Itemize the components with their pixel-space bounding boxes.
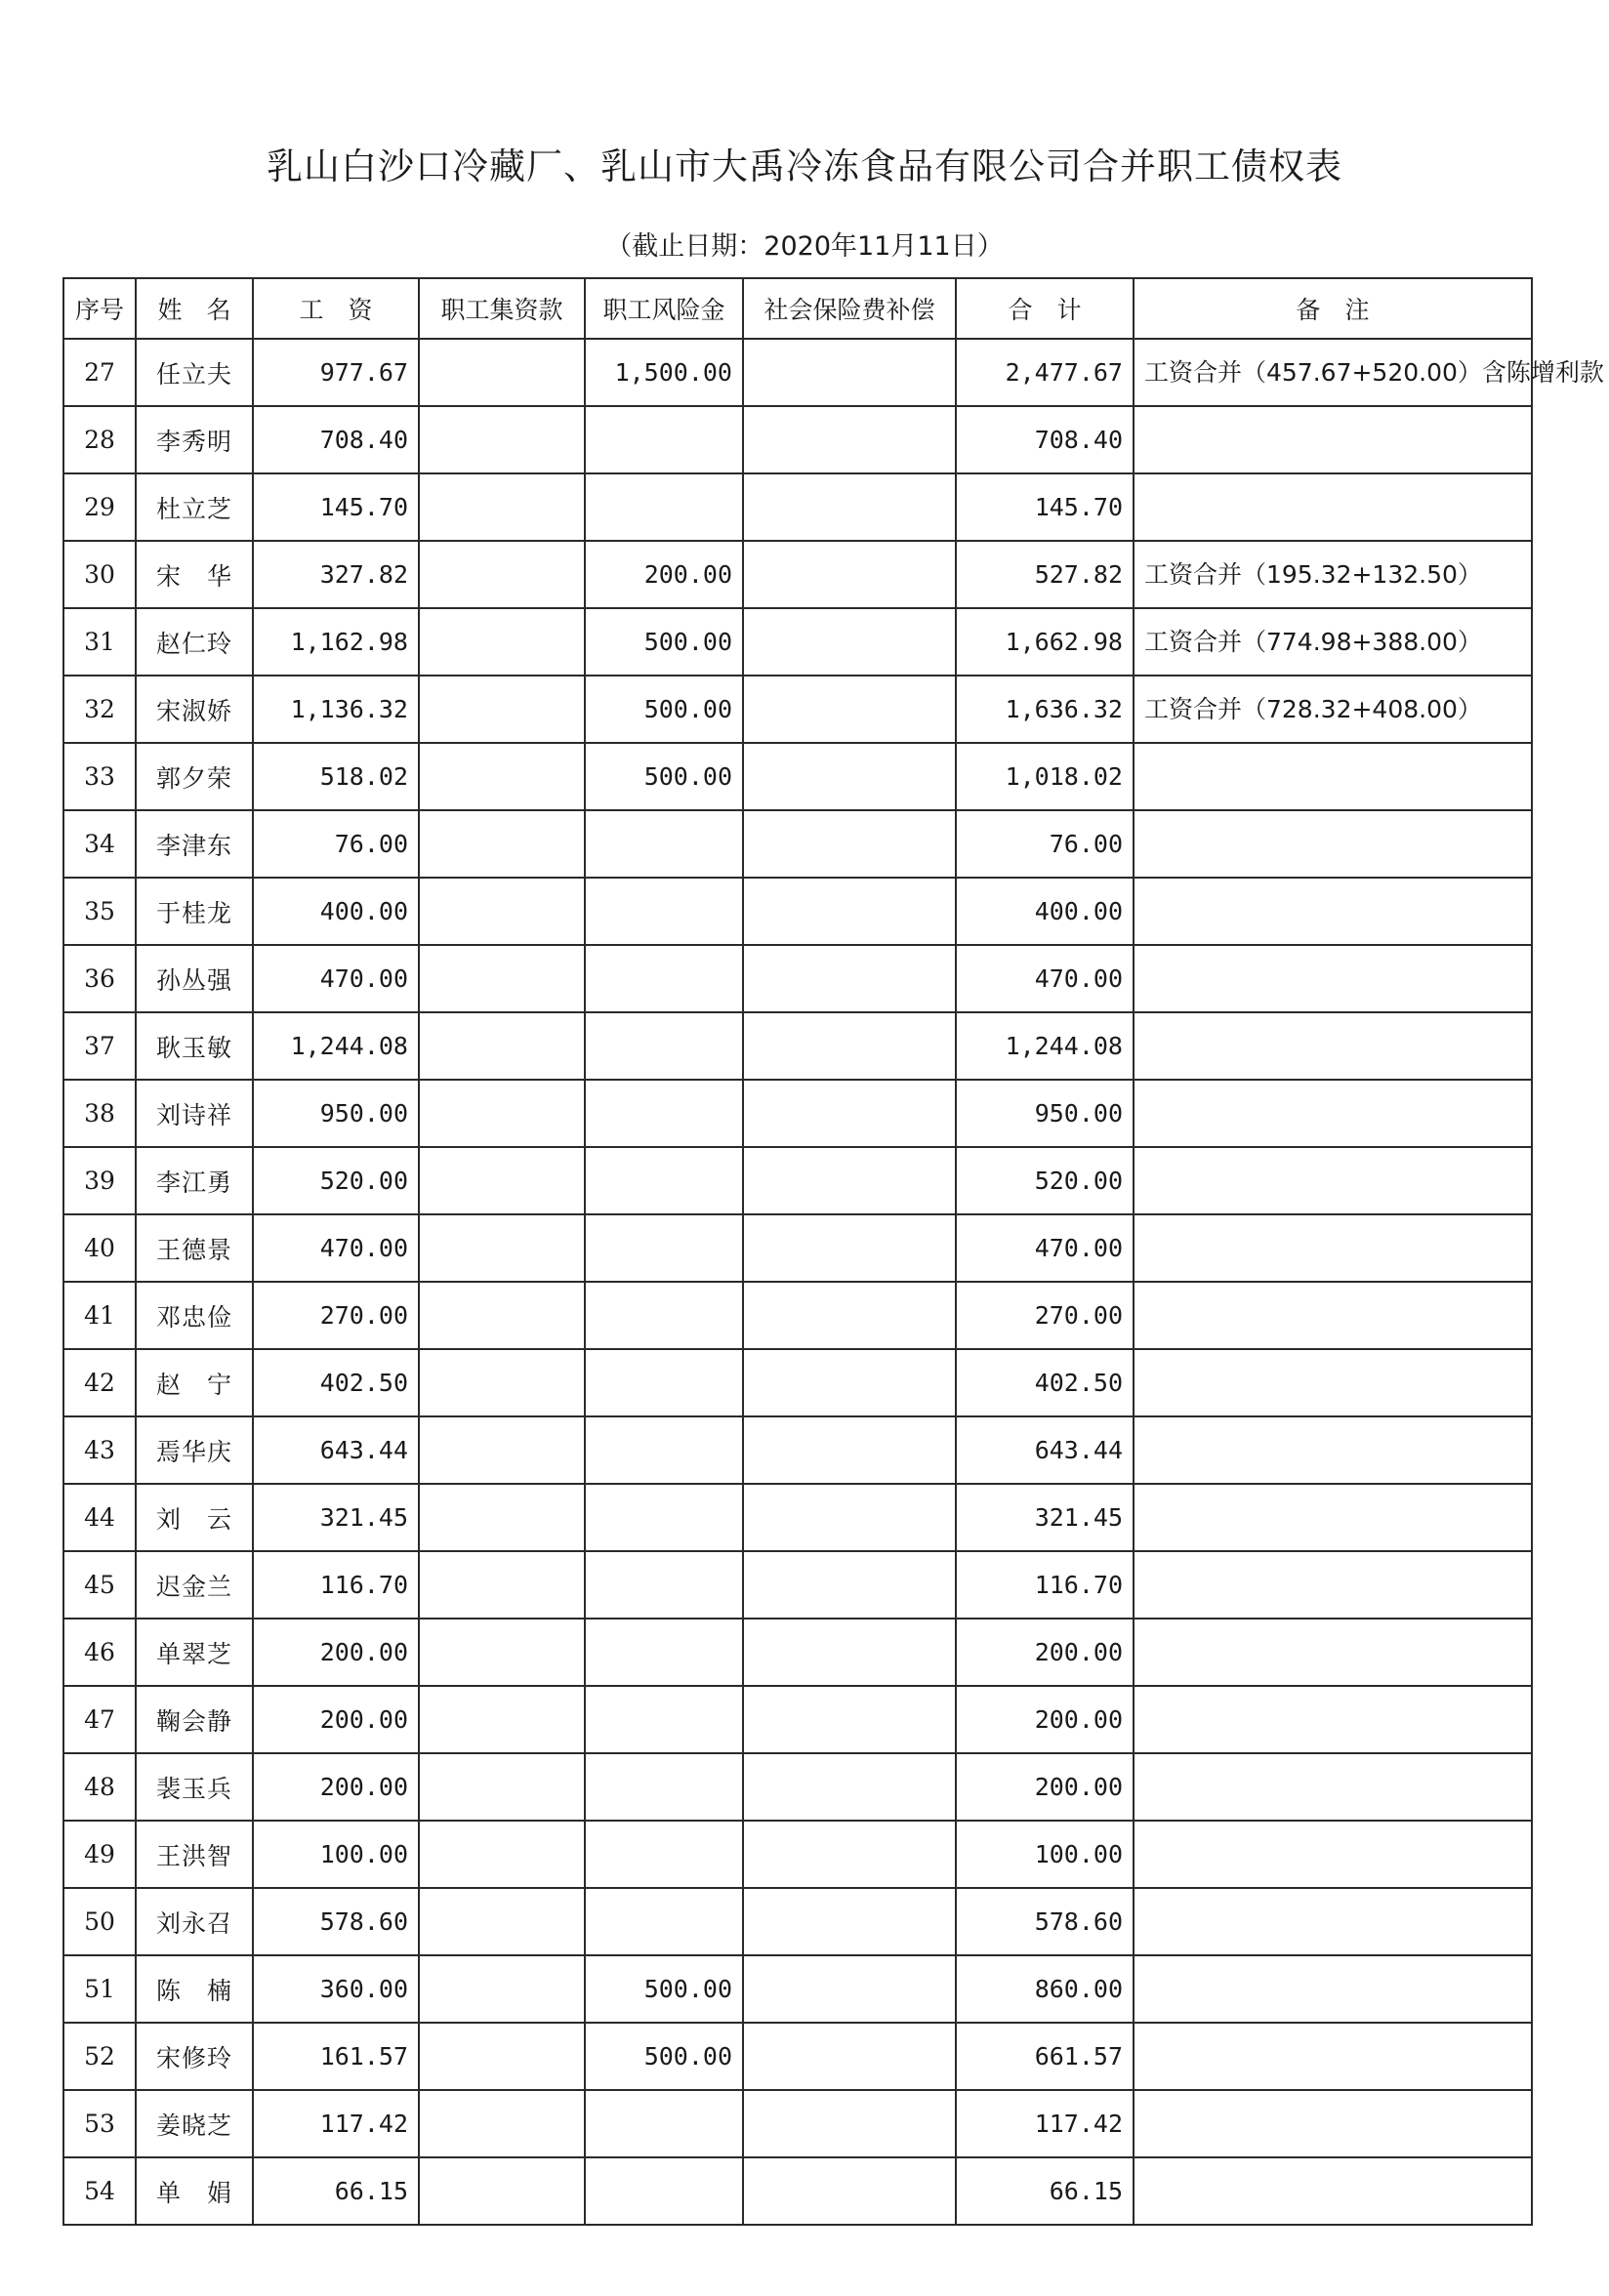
- document-subtitle: （截止日期：2020年11月11日）: [605, 231, 1004, 262]
- table-row: [63, 743, 1532, 810]
- cell-social: [743, 339, 956, 406]
- cell-name: 刘 云: [136, 1484, 253, 1551]
- cell-social: [743, 1147, 956, 1214]
- cell-total: 200.00: [956, 1619, 1134, 1686]
- cell-fund: [419, 1888, 585, 1955]
- cell-social: [743, 1080, 956, 1147]
- cell-wage: 270.00: [253, 1282, 419, 1349]
- cell-wage: 327.82: [253, 541, 419, 608]
- cell-wage: 400.00: [253, 878, 419, 945]
- cell-note: [1134, 406, 1532, 473]
- cell-name: 鞠会静: [136, 1686, 253, 1753]
- cell-total: 578.60: [956, 1888, 1134, 1955]
- cell-wage: 100.00: [253, 1821, 419, 1888]
- cell-wage: 161.57: [253, 2023, 419, 2090]
- cell-name: 邓忠俭: [136, 1282, 253, 1349]
- cell-seq: 41: [63, 1282, 136, 1349]
- table-row: [63, 406, 1532, 473]
- document-title: 乳山白沙口冷藏厂、乳山市大禹冷冻食品有限公司合并职工债权表: [267, 145, 1342, 187]
- cell-fund: [419, 2157, 585, 2225]
- cell-risk: 500.00: [585, 676, 743, 743]
- cell-note: [1134, 1080, 1532, 1147]
- table-row: [63, 608, 1532, 676]
- cell-seq: 27: [63, 339, 136, 406]
- cell-seq: 37: [63, 1012, 136, 1080]
- cell-risk: [585, 2157, 743, 2225]
- cell-total: 145.70: [956, 473, 1134, 541]
- table-row: [63, 2023, 1532, 2090]
- cell-social: [743, 406, 956, 473]
- cell-seq: 40: [63, 1214, 136, 1282]
- cell-risk: [585, 473, 743, 541]
- table-row: [63, 1282, 1532, 1349]
- table-row: [63, 1888, 1532, 1955]
- cell-name: 王德景: [136, 1214, 253, 1282]
- cell-wage: 66.15: [253, 2157, 419, 2225]
- cell-seq: 51: [63, 1955, 136, 2023]
- cell-fund: [419, 2023, 585, 2090]
- cell-wage: 1,162.98: [253, 608, 419, 676]
- cell-seq: 36: [63, 945, 136, 1012]
- table-row: [63, 1214, 1532, 1282]
- cell-seq: 32: [63, 676, 136, 743]
- cell-fund: [419, 1214, 585, 1282]
- cell-total: 200.00: [956, 1753, 1134, 1821]
- cell-risk: 200.00: [585, 541, 743, 608]
- cell-total: 402.50: [956, 1349, 1134, 1416]
- cell-social: [743, 945, 956, 1012]
- cell-seq: 42: [63, 1349, 136, 1416]
- cell-seq: 47: [63, 1686, 136, 1753]
- cell-risk: [585, 1416, 743, 1484]
- table-header-row: [63, 278, 1532, 339]
- cell-note: 工资合并（195.32+132.50）: [1134, 541, 1532, 608]
- table-row: [63, 339, 1532, 406]
- cell-fund: [419, 743, 585, 810]
- cell-fund: [419, 810, 585, 878]
- cell-total: 1,018.02: [956, 743, 1134, 810]
- cell-note: [1134, 1282, 1532, 1349]
- cell-note: [1134, 1551, 1532, 1619]
- cell-total: 270.00: [956, 1282, 1134, 1349]
- cell-name: 郭夕荣: [136, 743, 253, 810]
- cell-seq: 50: [63, 1888, 136, 1955]
- cell-social: [743, 1686, 956, 1753]
- cell-seq: 30: [63, 541, 136, 608]
- table-row: [63, 1349, 1532, 1416]
- cell-social: [743, 2023, 956, 2090]
- cell-fund: [419, 1012, 585, 1080]
- cell-note: [1134, 473, 1532, 541]
- cell-note: [1134, 1349, 1532, 1416]
- cell-total: 470.00: [956, 945, 1134, 1012]
- cell-fund: [419, 339, 585, 406]
- cell-risk: [585, 945, 743, 1012]
- cell-name: 迟金兰: [136, 1551, 253, 1619]
- cell-social: [743, 608, 956, 676]
- cell-wage: 470.00: [253, 1214, 419, 1282]
- cell-note: [1134, 945, 1532, 1012]
- cell-note: [1134, 2157, 1532, 2225]
- cell-seq: 48: [63, 1753, 136, 1821]
- cell-wage: 200.00: [253, 1619, 419, 1686]
- cell-fund: [419, 1282, 585, 1349]
- cell-name: 单 娟: [136, 2157, 253, 2225]
- cell-social: [743, 1753, 956, 1821]
- cell-fund: [419, 1753, 585, 1821]
- cell-total: 860.00: [956, 1955, 1134, 2023]
- cell-total: 520.00: [956, 1147, 1134, 1214]
- cell-risk: [585, 2090, 743, 2157]
- cell-note: [1134, 1619, 1532, 1686]
- cell-fund: [419, 541, 585, 608]
- cell-fund: [419, 1619, 585, 1686]
- cell-social: [743, 1416, 956, 1484]
- cell-name: 宋 华: [136, 541, 253, 608]
- cell-risk: [585, 1551, 743, 1619]
- table-row: [63, 1686, 1532, 1753]
- cell-seq: 44: [63, 1484, 136, 1551]
- table-row: [63, 2090, 1532, 2157]
- cell-seq: 33: [63, 743, 136, 810]
- table-row: [63, 945, 1532, 1012]
- table-row: [63, 1821, 1532, 1888]
- cell-fund: [419, 1080, 585, 1147]
- cell-seq: 31: [63, 608, 136, 676]
- cell-social: [743, 1619, 956, 1686]
- table-row: [63, 2157, 1532, 2225]
- cell-note: [1134, 2090, 1532, 2157]
- cell-total: 400.00: [956, 878, 1134, 945]
- cell-risk: [585, 406, 743, 473]
- cell-wage: 950.00: [253, 1080, 419, 1147]
- cell-seq: 45: [63, 1551, 136, 1619]
- cell-risk: [585, 1484, 743, 1551]
- cell-wage: 520.00: [253, 1147, 419, 1214]
- cell-social: [743, 743, 956, 810]
- cell-total: 66.15: [956, 2157, 1134, 2225]
- cell-note: [1134, 810, 1532, 878]
- table-row: [63, 541, 1532, 608]
- cell-name: 宋修玲: [136, 2023, 253, 2090]
- cell-note: [1134, 743, 1532, 810]
- cell-total: 1,244.08: [956, 1012, 1134, 1080]
- cell-name: 裴玉兵: [136, 1753, 253, 1821]
- header-seq: 序号: [63, 278, 136, 339]
- header-wage: 工 资: [253, 278, 419, 339]
- cell-note: [1134, 1214, 1532, 1282]
- cell-fund: [419, 473, 585, 541]
- cell-name: 焉华庆: [136, 1416, 253, 1484]
- cell-wage: 708.40: [253, 406, 419, 473]
- cell-fund: [419, 608, 585, 676]
- cell-wage: 1,244.08: [253, 1012, 419, 1080]
- cell-risk: [585, 1888, 743, 1955]
- table-row: [63, 676, 1532, 743]
- cell-name: 宋淑娇: [136, 676, 253, 743]
- cell-seq: 28: [63, 406, 136, 473]
- cell-wage: 200.00: [253, 1686, 419, 1753]
- cell-wage: 145.70: [253, 473, 419, 541]
- cell-note: [1134, 1686, 1532, 1753]
- cell-wage: 1,136.32: [253, 676, 419, 743]
- table-row: [63, 473, 1532, 541]
- cell-seq: 29: [63, 473, 136, 541]
- cell-total: 116.70: [956, 1551, 1134, 1619]
- cell-risk: [585, 1080, 743, 1147]
- cell-seq: 39: [63, 1147, 136, 1214]
- cell-risk: 500.00: [585, 608, 743, 676]
- cell-seq: 53: [63, 2090, 136, 2157]
- cell-fund: [419, 878, 585, 945]
- cell-social: [743, 1955, 956, 2023]
- cell-risk: [585, 1821, 743, 1888]
- cell-social: [743, 1821, 956, 1888]
- cell-seq: 38: [63, 1080, 136, 1147]
- cell-risk: [585, 1349, 743, 1416]
- table-row: [63, 1080, 1532, 1147]
- header-note: 备 注: [1134, 278, 1532, 339]
- cell-name: 刘永召: [136, 1888, 253, 1955]
- cell-total: 661.57: [956, 2023, 1134, 2090]
- cell-name: 姜晓芝: [136, 2090, 253, 2157]
- header-name: 姓 名: [136, 278, 253, 339]
- cell-wage: 578.60: [253, 1888, 419, 1955]
- cell-name: 单翠芝: [136, 1619, 253, 1686]
- cell-fund: [419, 406, 585, 473]
- cell-social: [743, 1484, 956, 1551]
- table-row: [63, 1012, 1532, 1080]
- cell-fund: [419, 1686, 585, 1753]
- cell-name: 陈 楠: [136, 1955, 253, 2023]
- cell-total: 100.00: [956, 1821, 1134, 1888]
- cell-social: [743, 1349, 956, 1416]
- cell-fund: [419, 1484, 585, 1551]
- cell-total: 117.42: [956, 2090, 1134, 2157]
- cell-risk: 1,500.00: [585, 339, 743, 406]
- cell-risk: [585, 1147, 743, 1214]
- cell-wage: 76.00: [253, 810, 419, 878]
- creditor-table: [62, 277, 1604, 2226]
- cell-wage: 116.70: [253, 1551, 419, 1619]
- cell-risk: [585, 1619, 743, 1686]
- cell-social: [743, 810, 956, 878]
- cell-fund: [419, 1955, 585, 2023]
- cell-risk: [585, 1214, 743, 1282]
- cell-seq: 46: [63, 1619, 136, 1686]
- cell-wage: 200.00: [253, 1753, 419, 1821]
- cell-fund: [419, 945, 585, 1012]
- cell-wage: 117.42: [253, 2090, 419, 2157]
- cell-total: 1,636.32: [956, 676, 1134, 743]
- cell-social: [743, 473, 956, 541]
- table-row: [63, 878, 1532, 945]
- cell-social: [743, 1551, 956, 1619]
- cell-fund: [419, 1147, 585, 1214]
- cell-social: [743, 2090, 956, 2157]
- table-row: [63, 1955, 1532, 2023]
- cell-name: 赵仁玲: [136, 608, 253, 676]
- cell-total: 321.45: [956, 1484, 1134, 1551]
- table-row: [63, 1619, 1532, 1686]
- cell-social: [743, 1214, 956, 1282]
- cell-name: 杜立芝: [136, 473, 253, 541]
- cell-risk: 500.00: [585, 2023, 743, 2090]
- cell-note: 工资合并（457.67+520.00）含陈增利款: [1134, 339, 1532, 406]
- cell-risk: [585, 1686, 743, 1753]
- cell-note: 工资合并（774.98+388.00）: [1134, 608, 1532, 676]
- cell-fund: [419, 1349, 585, 1416]
- cell-social: [743, 1888, 956, 1955]
- cell-social: [743, 878, 956, 945]
- cell-social: [743, 1282, 956, 1349]
- cell-total: 1,662.98: [956, 608, 1134, 676]
- header-fund: 职工集资款: [419, 278, 585, 339]
- cell-wage: 643.44: [253, 1416, 419, 1484]
- cell-wage: 977.67: [253, 339, 419, 406]
- cell-total: 2,477.67: [956, 339, 1134, 406]
- cell-social: [743, 2157, 956, 2225]
- cell-note: [1134, 1821, 1532, 1888]
- cell-risk: 500.00: [585, 1955, 743, 2023]
- table-row: [63, 1753, 1532, 1821]
- cell-fund: [419, 2090, 585, 2157]
- cell-note: [1134, 1012, 1532, 1080]
- cell-wage: 470.00: [253, 945, 419, 1012]
- cell-total: 950.00: [956, 1080, 1134, 1147]
- table-row: [63, 1484, 1532, 1551]
- cell-risk: [585, 1012, 743, 1080]
- cell-fund: [419, 1551, 585, 1619]
- cell-note: [1134, 1484, 1532, 1551]
- cell-risk: [585, 1282, 743, 1349]
- cell-seq: 35: [63, 878, 136, 945]
- cell-social: [743, 1012, 956, 1080]
- cell-total: 470.00: [956, 1214, 1134, 1282]
- cell-risk: [585, 878, 743, 945]
- cell-note: [1134, 2023, 1532, 2090]
- cell-name: 李秀明: [136, 406, 253, 473]
- cell-note: [1134, 878, 1532, 945]
- table-row: [63, 1416, 1532, 1484]
- header-risk: 职工风险金: [585, 278, 743, 339]
- cell-name: 李江勇: [136, 1147, 253, 1214]
- cell-risk: 500.00: [585, 743, 743, 810]
- cell-total: 76.00: [956, 810, 1134, 878]
- cell-note: 工资合并（728.32+408.00）: [1134, 676, 1532, 743]
- cell-seq: 43: [63, 1416, 136, 1484]
- cell-name: 任立夫: [136, 339, 253, 406]
- cell-risk: [585, 810, 743, 878]
- cell-name: 孙丛强: [136, 945, 253, 1012]
- table-row: [63, 1147, 1532, 1214]
- cell-seq: 49: [63, 1821, 136, 1888]
- cell-risk: [585, 1753, 743, 1821]
- table-body: [63, 339, 1604, 2225]
- cell-wage: 360.00: [253, 1955, 419, 2023]
- cell-total: 708.40: [956, 406, 1134, 473]
- cell-seq: 52: [63, 2023, 136, 2090]
- cell-name: 王洪智: [136, 1821, 253, 1888]
- cell-wage: 518.02: [253, 743, 419, 810]
- cell-name: 李津东: [136, 810, 253, 878]
- header-total: 合 计: [956, 278, 1134, 339]
- header-social: 社会保险费补偿: [743, 278, 956, 339]
- cell-wage: 402.50: [253, 1349, 419, 1416]
- cell-note: [1134, 1147, 1532, 1214]
- cell-wage: 321.45: [253, 1484, 419, 1551]
- cell-note: [1134, 1888, 1532, 1955]
- cell-total: 200.00: [956, 1686, 1134, 1753]
- cell-total: 643.44: [956, 1416, 1134, 1484]
- cell-name: 于桂龙: [136, 878, 253, 945]
- cell-name: 刘诗祥: [136, 1080, 253, 1147]
- cell-social: [743, 676, 956, 743]
- cell-note: [1134, 1416, 1532, 1484]
- table-row: [63, 810, 1532, 878]
- cell-name: 耿玉敏: [136, 1012, 253, 1080]
- cell-seq: 54: [63, 2157, 136, 2225]
- cell-note: [1134, 1753, 1532, 1821]
- cell-seq: 34: [63, 810, 136, 878]
- cell-fund: [419, 1416, 585, 1484]
- cell-fund: [419, 1821, 585, 1888]
- cell-total: 527.82: [956, 541, 1134, 608]
- cell-name: 赵 宁: [136, 1349, 253, 1416]
- cell-social: [743, 541, 956, 608]
- table-row: [63, 1551, 1532, 1619]
- cell-fund: [419, 676, 585, 743]
- cell-note: [1134, 1955, 1532, 2023]
